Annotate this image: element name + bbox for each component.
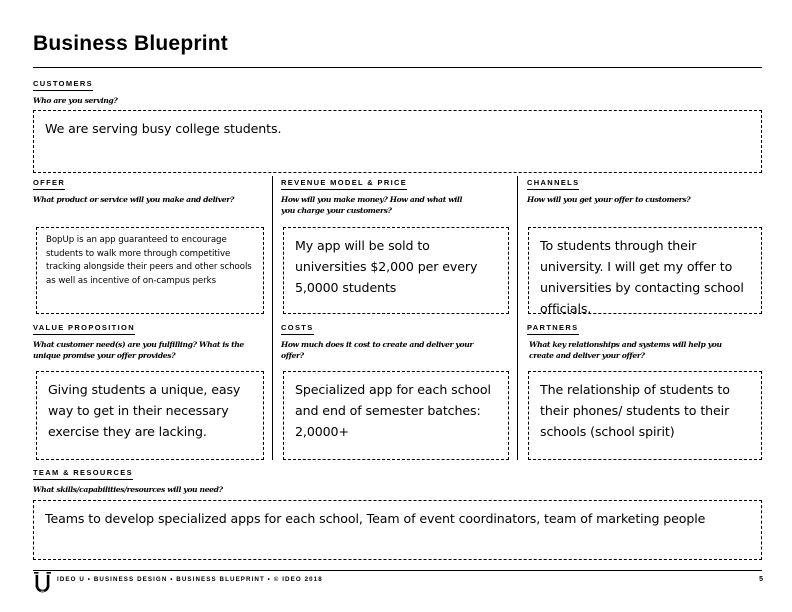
section-prompt-offer: What product or service will you make and deliver? <box>33 195 234 204</box>
column-divider-right <box>517 176 518 460</box>
answer-box-partners[interactable] <box>528 371 762 460</box>
section-prompt-partners: What key relationships and systems will help you create and deliver your offer? <box>529 340 722 360</box>
answer-box-customers[interactable] <box>33 110 762 173</box>
answer-text-costs: Specialized app for each school and end of semester batches: 2,0000+ <box>295 382 491 439</box>
section-label-customers: CUSTOMERS <box>33 79 93 91</box>
section-label-costs: COSTS <box>281 323 314 335</box>
column-divider-left <box>272 176 273 460</box>
section-prompt-team: What skills/capabilities/resources will you need? <box>33 485 223 494</box>
section-label-offer: OFFER <box>33 178 65 190</box>
section-prompt-costs: How much does it cost to create and deliver your offer? <box>281 340 474 360</box>
page-number: 5 <box>759 576 763 583</box>
answer-text-offer: BopUp is an app guaranteed to encourage students to walk more through competitive tracking alongside their peers and other schools as well as incentive of on-campus perks <box>46 235 252 286</box>
section-label-value-proposition: VALUE PROPOSITION <box>33 323 135 335</box>
footer-divider <box>33 570 762 571</box>
section-prompt-customers: Who are you serving? <box>33 96 118 105</box>
section-label-team: TEAM & RESOURCES <box>33 468 133 480</box>
answer-box-channels[interactable] <box>528 227 762 314</box>
answer-text-customers: We are serving busy college students. <box>45 121 282 136</box>
answer-text-revenue: My app will be sold to universities $2,000 per every 5,0000 students <box>295 238 478 295</box>
answer-text-value-proposition: Giving students a unique, easy way to get in their necessary exercise they are lacking. <box>48 382 241 439</box>
answer-box-team[interactable] <box>33 500 762 560</box>
answer-box-value-proposition[interactable] <box>36 371 264 460</box>
page-title: Business Blueprint <box>33 32 228 55</box>
answer-box-offer[interactable] <box>36 227 264 314</box>
title-divider <box>33 67 762 68</box>
section-label-partners: PARTNERS <box>527 323 579 335</box>
answer-box-costs[interactable] <box>283 371 509 460</box>
answer-box-revenue[interactable] <box>283 227 509 314</box>
section-prompt-value-proposition: What customer need(s) are you fulfilling? What is the unique promise your offer provides? <box>33 340 244 360</box>
answer-text-partners: The relationship of students to their phones/ students to their schools (school spirit) <box>540 382 730 439</box>
footer-credit: IDEO U • BUSINESS DESIGN • BUSINESS BLUEPRINT • © IDEO 2018 <box>57 576 323 583</box>
ideo-u-logo-icon <box>34 572 51 594</box>
section-label-channels: CHANNELS <box>527 178 579 190</box>
answer-text-channels: To students through their university. I will get my offer to universities by contacting school officials. <box>540 238 744 316</box>
section-prompt-revenue: How will you make money? How and what will you charge your customers? <box>281 195 462 215</box>
section-label-revenue: REVENUE MODEL & PRICE <box>281 178 407 190</box>
section-prompt-channels: How will you get your offer to customers? <box>527 195 691 204</box>
answer-text-team: Teams to develop specialized apps for each school, Team of event coordinators, team of marketing people <box>45 511 706 526</box>
